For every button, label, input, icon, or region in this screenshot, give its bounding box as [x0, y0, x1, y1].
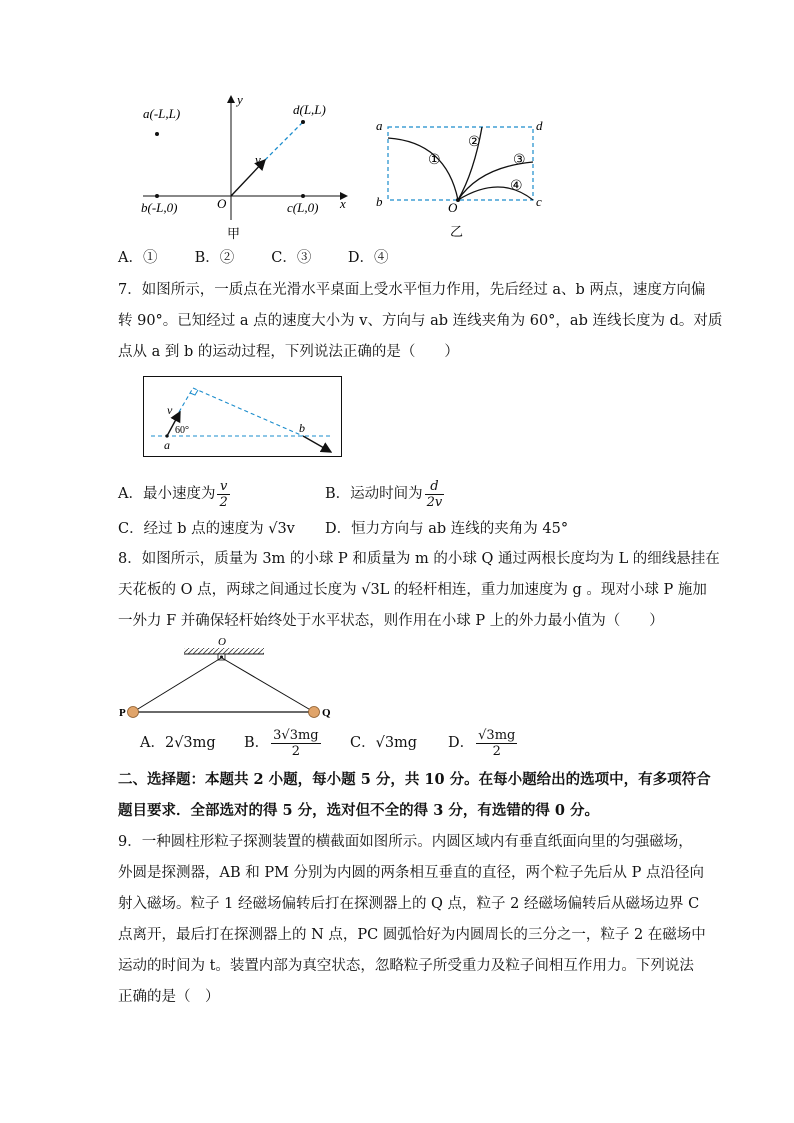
q6-option-a[interactable]: A．①: [118, 250, 158, 266]
q8-option-d-text: D．: [448, 735, 475, 751]
q8-option-b-fraction: [271, 728, 320, 759]
q8-line-1: 8．如图所示，质量为 3m 的小球 P 和质量为 m 的小球 Q 通过两根长度均为 L 的细线悬挂在: [118, 551, 720, 567]
section-2-line-2: 题目要求．全部选对的得 5 分，选对但不全的得 3 分，有选错的得 0 分。: [118, 802, 600, 819]
q7-option-d[interactable]: D．恒力方向与 ab 连线的夹角为 45°: [325, 521, 569, 537]
q7-label-b: b: [299, 421, 305, 435]
q7-line-3: 点从 a 到 b 的运动过程，下列说法正确的是（ ）: [118, 344, 459, 360]
ball-p: [128, 707, 139, 718]
q8-option-c[interactable]: C．√3mg: [350, 735, 418, 751]
q9-line-4: 点离开，最后打在探测器上的 N 点，PC 圆弧恰好为内圆周长的三分之一，粒子 2 在磁场中: [118, 927, 706, 943]
q9-line-5: 运动的时间为 t。装置内部为真空状态，忽略粒子所受重力及粒子间相互作用力。下列说法: [118, 958, 694, 974]
q8-option-b-text: B．: [244, 735, 270, 751]
denominator: 2v: [426, 494, 443, 510]
q7-label-v: v: [167, 403, 173, 417]
q7-label-angle: 60°: [175, 425, 189, 436]
figure-yi: [370, 112, 550, 242]
label-v: v: [255, 152, 261, 167]
q6-option-d[interactable]: D．④: [347, 250, 389, 266]
denominator: 2: [492, 743, 501, 759]
denominator: 2: [291, 743, 301, 759]
q7-option-c[interactable]: C．经过 b 点的速度为 √3v: [118, 521, 295, 537]
q8-line-3: 一外力 F 并确保轻杆始终处于水平状态，则作用在小球 P 上的外力最小值为（ ）: [118, 613, 664, 629]
label-origin: O: [217, 196, 227, 211]
q8-option-b[interactable]: [244, 725, 323, 761]
path-label-1: ①: [428, 152, 441, 168]
string-op: [133, 658, 221, 712]
point-a: [155, 132, 159, 136]
string-oq: [222, 658, 314, 712]
q7-option-b[interactable]: [325, 476, 446, 512]
numerator: √3mg: [478, 727, 516, 743]
label-c: c: [536, 194, 542, 209]
q7-line-1: 7．如图所示，一质点在光滑水平桌面上受水平恒力作用，先后经过 a、b 两点，速度方向偏: [118, 282, 706, 298]
caption-jia: 甲: [227, 227, 241, 242]
q7-frame: [144, 377, 342, 457]
path-1: [388, 138, 458, 200]
q8-label-p: P: [119, 707, 126, 719]
label-d: d(L,L): [293, 102, 326, 117]
point-d: [301, 120, 305, 124]
point-b: [155, 194, 159, 198]
q7-option-a-text: A．最小速度为: [118, 486, 216, 502]
q8-figure: [118, 634, 338, 726]
label-x: x: [340, 196, 346, 211]
label-b: b: [376, 194, 383, 209]
q7-option-a[interactable]: [118, 476, 232, 512]
label-y: y: [237, 92, 243, 107]
q7-label-a: a: [164, 438, 170, 452]
q7-option-b-text: B．运动时间为: [325, 486, 423, 502]
path-label-2: ②: [468, 134, 481, 150]
numerator: 3√3mg: [273, 727, 319, 743]
path-label-4: ④: [510, 178, 523, 194]
path-label-3: ③: [513, 152, 526, 168]
dashed-line-od: [265, 122, 303, 160]
label-b: b(-L,0): [141, 200, 178, 215]
caption-yi: 乙: [450, 225, 464, 240]
point-c: [301, 194, 305, 198]
q7-velocity-b: [303, 436, 331, 452]
section-2-line-1: 二、选择题：本题共 2 小题，每小题 5 分，共 10 分。在每小题给出的选项中，有多项符合: [118, 771, 711, 788]
q9-line-3: 射入磁场。粒子 1 经磁场偏转后打在探测器上的 Q 点，粒子 2 经磁场偏转后从磁场边界 C: [118, 896, 700, 912]
q6-options: [118, 248, 388, 268]
denominator: 2: [219, 494, 228, 510]
q9-line-6: 正确的是（ ）: [118, 989, 220, 1005]
label-c: c(L,0): [287, 200, 319, 215]
q8-line-2: 天花板的 O 点，两球之间通过长度为 √3L 的轻杆相连，重力加速度为 g 。现对小球 P 施加: [118, 582, 707, 598]
q9-line-2: 外圆是探测器，AB 和 PM 分别为内圆的两条相互垂直的直径，两个粒子先后从 P 点沿径向: [118, 865, 705, 881]
ceiling-hatch: [184, 648, 264, 654]
q8-label-o: O: [218, 636, 226, 648]
q8-label-q: Q: [322, 707, 331, 719]
ball-q: [309, 707, 320, 718]
q7-option-b-fraction: [425, 479, 445, 510]
q7-perp-line: [193, 388, 303, 436]
figure-jia: [135, 92, 360, 247]
numerator: d: [425, 479, 445, 495]
q6-option-c[interactable]: C．③: [271, 250, 312, 266]
q9-line-1: 9．一种圆柱形粒子探测装置的横截面如图所示。内圆区域内有垂直纸面向里的匀强磁场，: [118, 834, 693, 850]
label-origin: O: [448, 200, 458, 215]
q8-option-d-fraction: [476, 728, 517, 759]
q8-option-a[interactable]: A．2√3mg: [140, 735, 216, 751]
label-d: d: [536, 118, 543, 133]
label-a: a: [376, 118, 383, 133]
q7-velocity-extension: [179, 388, 193, 412]
q7-figure: [143, 376, 343, 458]
label-a: a(-L,L): [143, 106, 181, 121]
q8-option-d[interactable]: [448, 725, 519, 761]
numerator: v: [217, 479, 229, 495]
q7-line-2: 转 90°。已知经过 a 点的速度大小为 v、方向与 ab 连线夹角为 60°，ab 连线长度为 d。对质: [118, 313, 723, 329]
q6-option-b[interactable]: B．②: [194, 250, 235, 266]
q7-option-a-fraction: [217, 479, 229, 510]
